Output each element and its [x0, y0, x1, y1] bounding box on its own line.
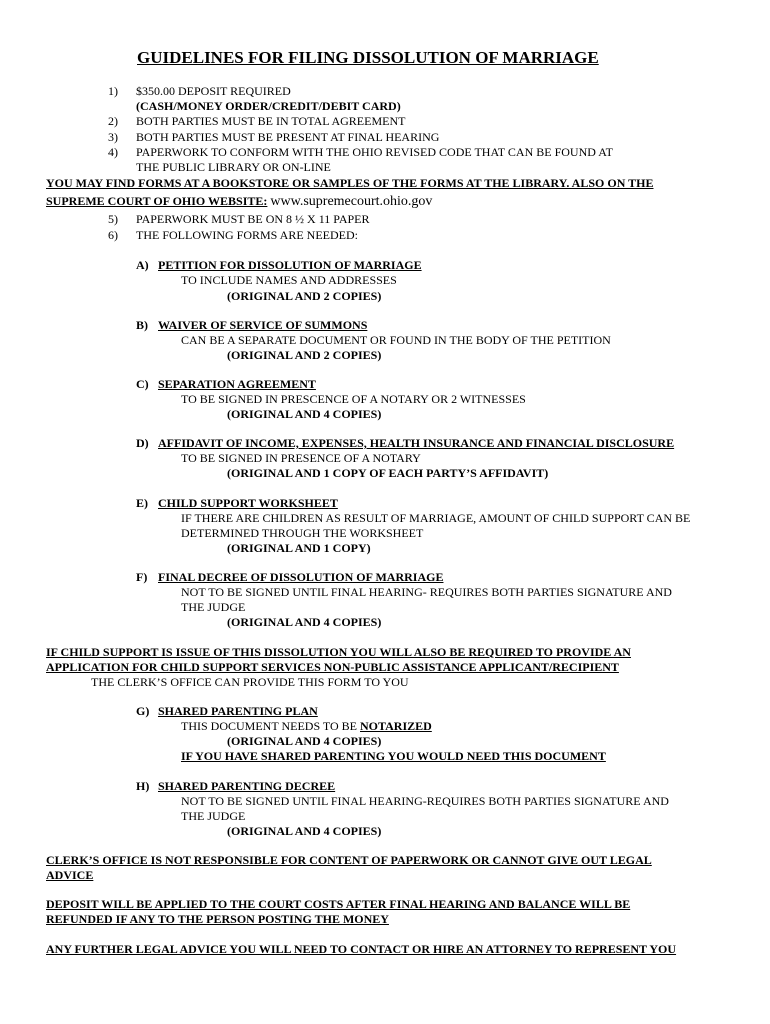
form-h-desc-2: THE JUDGE: [181, 809, 246, 823]
website-label: SUPREME COURT OF OHIO WEBSITE:: [46, 194, 268, 208]
form-g-note: IF YOU HAVE SHARED PARENTING YOU WOULD NEED THIS DOCUMENT: [181, 749, 606, 763]
form-h-heading: H) SHARED PARENTING DECREE: [136, 779, 336, 793]
form-b-desc: CAN BE A SEPARATE DOCUMENT OR FOUND IN THE BODY OF THE PETITION: [181, 333, 611, 347]
footer-note-1-line1: CLERK’S OFFICE IS NOT RESPONSIBLE FOR CONTENT OF PAPERWORK OR CANNOT GIVE OUT LEGAL: [46, 853, 652, 867]
forms-note-line2: [46, 194, 432, 209]
form-h-desc-1: NOT TO BE SIGNED UNTIL FINAL HEARING-REQUIRES BOTH PARTIES SIGNATURE AND: [181, 794, 669, 808]
form-b-heading: B) WAIVER OF SERVICE OF SUMMONS: [136, 318, 368, 332]
form-c-desc: TO BE SIGNED IN PRESCENCE OF A NOTARY OR 2 WITNESSES: [181, 392, 526, 406]
form-f-heading: F) FINAL DECREE OF DISSOLUTION OF MARRIAGE: [136, 570, 444, 584]
form-g-heading: G) SHARED PARENTING PLAN: [136, 704, 318, 718]
footer-note-2-line1: DEPOSIT WILL BE APPLIED TO THE COURT COSTS AFTER FINAL HEARING AND BALANCE WILL BE: [46, 897, 631, 911]
form-e-desc-2: DETERMINED THROUGH THE WORKSHEET: [181, 526, 424, 540]
forms-note-line1: YOU MAY FIND FORMS AT A BOOKSTORE OR SAMPLES OF THE FORMS AT THE LIBRARY. ALSO ON THE: [46, 176, 654, 190]
form-e-heading: E) CHILD SUPPORT WORKSHEET: [136, 496, 338, 510]
form-d-heading: D) AFFIDAVIT OF INCOME, EXPENSES, HEALTH INSURANCE AND FINANCIAL DISCLOSURE: [136, 436, 675, 450]
website-link[interactable]: www.supremecourt.ohio.gov: [270, 194, 433, 209]
list-item-4-cont: THE PUBLIC LIBRARY OR ON-LINE: [136, 160, 331, 174]
form-f-desc-2: THE JUDGE: [181, 600, 246, 614]
child-support-note-line1: IF CHILD SUPPORT IS ISSUE OF THIS DISSOLUTION YOU WILL ALSO BE REQUIRED TO PROVIDE AN: [46, 645, 631, 659]
footer-note-2-line2: REFUNDED IF ANY TO THE PERSON POSTING THE MONEY: [46, 912, 389, 926]
form-h-copies: (ORIGINAL AND 4 COPIES): [227, 824, 382, 838]
form-c-heading: C) SEPARATION AGREEMENT: [136, 377, 316, 391]
form-g-copies: (ORIGINAL AND 4 COPIES): [227, 734, 382, 748]
form-a-heading: A) PETITION FOR DISSOLUTION OF MARRIAGE: [136, 258, 422, 272]
list-item-1-detail: (CASH/MONEY ORDER/CREDIT/DEBIT CARD): [136, 99, 401, 113]
form-e-desc-1: IF THERE ARE CHILDREN AS RESULT OF MARRIAGE, AMOUNT OF CHILD SUPPORT CAN BE: [181, 511, 691, 525]
form-b-copies: (ORIGINAL AND 2 COPIES): [227, 348, 382, 362]
form-g-desc: THIS DOCUMENT NEEDS TO BE NOTARIZED: [181, 719, 432, 733]
form-a-copies: (ORIGINAL AND 2 COPIES): [227, 289, 382, 303]
child-support-note-line2: APPLICATION FOR CHILD SUPPORT SERVICES NON-PUBLIC ASSISTANCE APPLICANT/RECIPIENT: [46, 660, 619, 674]
footer-note-1-line2: ADVICE: [46, 868, 94, 882]
form-d-copies: (ORIGINAL AND 1 COPY OF EACH PARTY’S AFFIDAVIT): [227, 466, 549, 480]
form-d-desc: TO BE SIGNED IN PRESENCE OF A NOTARY: [181, 451, 421, 465]
page-title: GUIDELINES FOR FILING DISSOLUTION OF MARRIAGE: [137, 48, 599, 67]
form-f-copies: (ORIGINAL AND 4 COPIES): [227, 615, 382, 629]
child-support-note-line3: THE CLERK’S OFFICE CAN PROVIDE THIS FORM TO YOU: [91, 675, 409, 689]
footer-note-3: ANY FURTHER LEGAL ADVICE YOU WILL NEED TO CONTACT OR HIRE AN ATTORNEY TO REPRESENT YOU: [46, 942, 677, 956]
form-a-desc: TO INCLUDE NAMES AND ADDRESSES: [181, 273, 397, 287]
form-e-copies: (ORIGINAL AND 1 COPY): [227, 541, 371, 555]
form-f-desc-1: NOT TO BE SIGNED UNTIL FINAL HEARING- REQUIRES BOTH PARTIES SIGNATURE AND: [181, 585, 672, 599]
form-c-copies: (ORIGINAL AND 4 COPIES): [227, 407, 382, 421]
document-page: GUIDELINES FOR FILING DISSOLUTION OF MARRIAGE 1) $350.00 DEPOSIT REQUIRED (CASH/MONEY ORDER/CREDIT/DEBIT CARD) 2) BOTH PARTIES MUST BE IN TOTAL AGREEMENT 3) BOTH PARTIES MUST BE PRESENT AT FINAL HEARING 4) PAPERWORK TO CONFORM WITH THE OHIO REVISED CODE THAT CAN BE FOUND AT THE PUBLIC LIBRARY OR ON-LINE YOU MAY FIND FORMS AT A BOOKSTORE OR SAMPLES OF THE FORMS AT THE LIBRARY. ALSO ON THE SUPREME COURT OF OHIO WEBSITE: www.supremecourt.ohio.gov 5) PAPERWORK MUST BE ON 8 ½ X 11 PAPER 6) THE FOLLOWING FORMS ARE NEEDED: A) PETITION FOR DISSOLUTION OF MARRIAGE TO INCLUDE NAMES AND ADDRESSES (ORIGINAL AND 2 COPIES) B) WAIVER OF SERVICE OF SUMMONS CAN BE A SEPARATE DOCUMENT OR FOUND IN THE BODY OF THE PETITION (ORIGINAL AND 2 COPIES) C) SEPARATION AGREEMENT TO BE SIGNED IN PRESCENCE OF A NOTARY OR 2 WITNESSES (ORIGINAL AND 4 COPIES) D) AFFIDAVIT OF INCOME, EXPENSES, HEALTH INSURANCE AND FINANCIAL DISCLOSURE TO BE SIGNED IN PRESENCE OF A NOTARY (ORIGINAL AND 1 COPY OF EACH PARTY’S AFFIDAVIT) E) CHILD SUPPORT WORKSHEET IF THERE ARE CHILDREN AS RESULT OF MARRIAGE, AMOUNT OF CHILD SUPPORT CAN BE DETERMINED THROUGH THE WORKSHEET (ORIGINAL AND 1 COPY) F) FINAL DECREE OF DISSOLUTION OF MARRIAGE NOT TO BE SIGNED UNTIL FINAL HEARING- REQUIRES BOTH PARTIES SIGNATURE AND THE JUDGE (ORIGINAL AND 4 COPIES) IF CHILD SUPPORT IS ISSUE OF THIS DISSOLUTION YOU WILL ALSO BE REQUIRED TO PROVIDE AN APPLICATION FOR CHILD SUPPORT SERVICES NON-PUBLIC ASSISTANCE APPLICANT/RECIPIENT THE CLERK’S OFFICE CAN PROVIDE THIS FORM TO YOU G) SHARED PARENTING PLAN THIS DOCUMENT NEEDS TO BE NOTARIZED (ORIGINAL AND 4 COPIES) IF YOU HAVE SHARED PARENTING YOU WOULD NEED THIS DOCUMENT H) SHARED PARENTING DECREE NOT TO BE SIGNED UNTIL FINAL HEARING-REQUIRES BOTH PARTIES SIGNATURE AND THE JUDGE (ORIGINAL AND 4 COPIES) CLERK’S OFFICE IS NOT RESPONSIBLE FOR CONTENT OF PAPERWORK OR CANNOT GIVE OUT LEGAL ADVICE DEPOSIT WILL BE APPLIED TO THE COURT COSTS AFTER FINAL HEARING AND BALANCE WILL BE REFUNDED IF ANY TO THE PERSON POSTING THE MONEY ANY FURTHER LEGAL ADVICE YOU WILL NEED TO CONTACT OR HIRE AN ATTORNEY TO REPRESENT YOU: [46, 48, 691, 956]
